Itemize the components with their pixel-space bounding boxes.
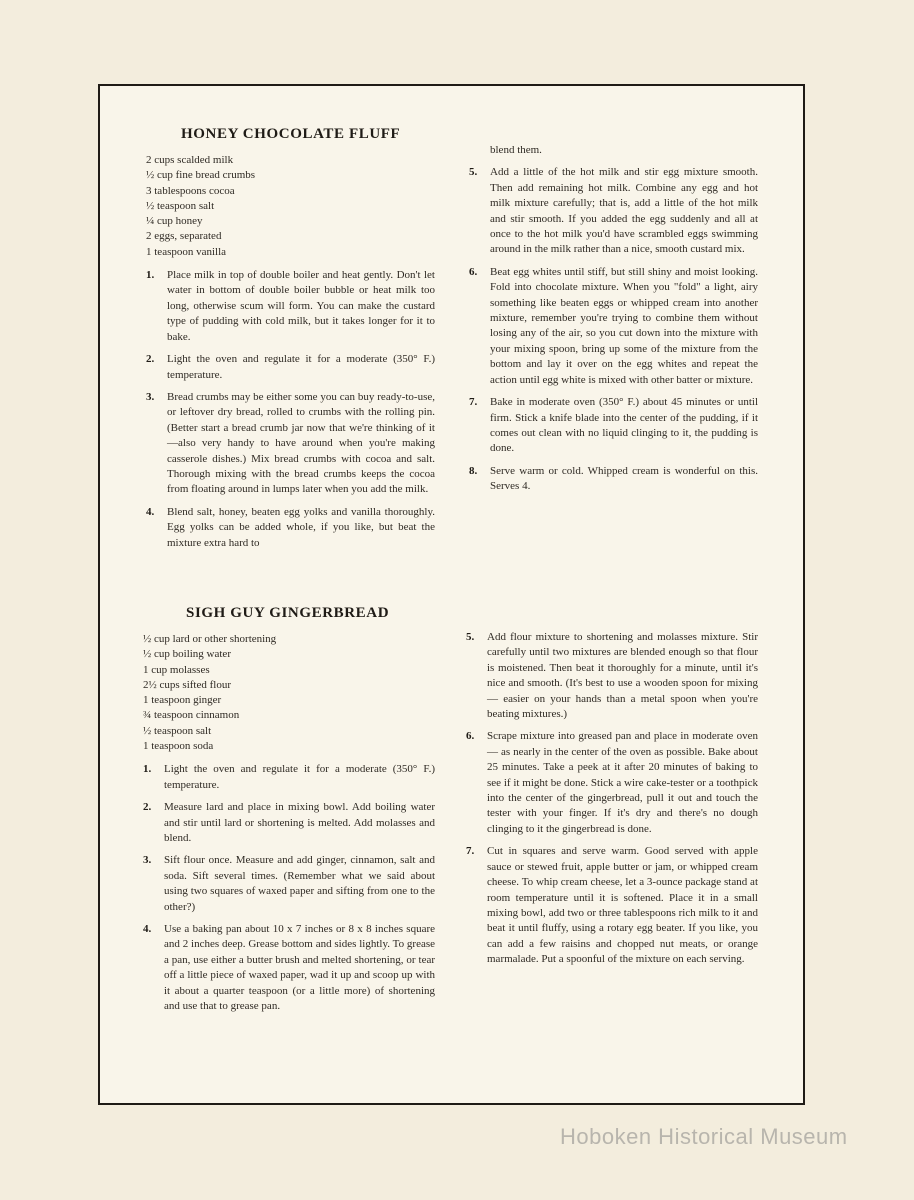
- step-text: Blend salt, honey, beaten egg yolks and vanilla thoroughly. Egg yolks can be added whole, if you like, but beat the mixture extra hard to: [167, 505, 435, 549]
- step-text: Sift flour once. Measure and add ginger, cinnamon, salt and soda. Sift several times. (Remember what we said about using two squares of waxed paper and sifting from one to the other?): [164, 854, 435, 913]
- step-text: Bread crumbs may be either some you can buy ready-to-use, or leftover dry bread, rolled to crumbs with the rolling pin. (Better start a bread crumb jar now that we're thinking of it—also very handy to have around when you're making casserole dishes.) Mix bread crumbs with cocoa and salt. Thorough mixing with the bread crumbs keeps the cocoa from floating around in lumps later when you add the milk.: [167, 390, 435, 496]
- ginger-right-column: [466, 630, 758, 975]
- fluff-left-column: [146, 126, 435, 558]
- step: [146, 352, 435, 383]
- fluff-right-column: [469, 143, 758, 502]
- step-text: Place milk in top of double boiler and heat gently. Don't let water in bottom of double boiler bubble or heat milk too long, otherwise scum will form. You can make the custard type of pudding with cold milk, but it takes longer for it to bake.: [167, 269, 435, 343]
- ingredient: 1 teaspoon vanilla: [146, 245, 227, 258]
- step-text: Add flour mixture to shortening and molasses mixture. Stir carefully until two mixtures are blended enough so that flour is moistened. Then beat it thoroughly for a minute, until it's nice and smooth. (It's best to use a wooden spoon for mixing — easier on your hands than a metal spoon when you're beating mixtures.): [487, 631, 758, 721]
- step-text: Measure lard and place in mixing bowl. Add boiling water and stir until lard or shortening is melted. Add molasses and blend.: [164, 801, 435, 844]
- fluff-steps-left: [146, 268, 435, 551]
- step-text: Cut in squares and serve warm. Good served with apple sauce or stewed fruit, apple butter or jam, or whipped cream cheese. To whip cream cheese, let a 3-ounce package stand at room temperature until it is softened. Place it in a small mixing bowl, add two or three tablespoons rich milk to it and beat it until fluffy, using a rotary egg beater. If you like, you can add a few raisins and chopped nut meats, or orange marmalade. Put a spoonful of the mixture on each serving.: [487, 845, 758, 966]
- step: [146, 505, 435, 551]
- step-text: Use a baking pan about 10 x 7 inches or 8 x 8 inches square and 2 inches deep. Grease bottom and sides lightly. To grease a pan, use either a butter brush and melted shortening, or tear off a little piece of waxed paper, wad it up and scoop up with it about a quarter teaspoon (or a little more) of shortening and use that to grease pan.: [164, 923, 435, 1013]
- step-text: Beat egg whites until stiff, but still shiny and moist looking. Fold into chocolate mixture. When you "fold" a light, airy something like beaten eggs or whipped cream into another mixture, remember you're trying to combine them without losing any of the air, so you cut down into the mixture with your mixing spoon, bring up some of the mixture from the bottom and lay it over on the egg whites and repeat the action until egg white is mixed with other batter or mixture.: [490, 265, 758, 386]
- ingredient: ¾ teaspoon cinnamon: [143, 709, 240, 722]
- step-number: 7.: [469, 396, 478, 409]
- fluff-title: HONEY CHOCOLATE FLUFF: [181, 126, 401, 142]
- step-number: 2.: [146, 353, 155, 366]
- step: [143, 922, 435, 1014]
- step-number: 4.: [143, 923, 152, 936]
- step: [469, 464, 758, 495]
- step-number: 2.: [143, 801, 152, 814]
- step-number: 1.: [146, 269, 155, 282]
- fluff-continuation: blend them.: [490, 144, 542, 156]
- ginger-ingredients: [143, 632, 435, 754]
- ingredient: ½ cup boiling water: [143, 648, 231, 661]
- step-number: 1.: [143, 763, 152, 776]
- step-text: Add a little of the hot milk and stir egg mixture smooth. Then add remaining hot milk. Combine any egg and hot milk mixture carefully; that is, add a little of the hot milk and stir smooth. If you added the egg suddenly and all at once to the hot milk you'd have scrambled eggs swimming around in the milk rather than a nice, smooth custard mix.: [490, 166, 758, 256]
- step: [469, 265, 758, 388]
- ingredient: ½ cup fine bread crumbs: [146, 169, 256, 182]
- ingredient: 1 teaspoon soda: [143, 740, 214, 753]
- step: [469, 165, 758, 257]
- fluff-ingredients: [146, 153, 435, 260]
- step-text: Serve warm or cold. Whipped cream is wonderful on this. Serves 4.: [490, 464, 758, 493]
- step-number: 6.: [466, 730, 475, 743]
- step-text: Scrape mixture into greased pan and place in moderate oven — as nearly in the center of the oven as possible. Bake about 25 minutes. Take a peek at it after 20 minutes of baking to see if it might be done. Stick a wire cake-tester or a toothpick into the center of the gingerbread, pull it out and touch the tester with your finger. If it's dry and there's no dough clinging to it the gingerbread is done.: [487, 730, 758, 835]
- ginger-steps-left: [143, 762, 435, 1014]
- museum-watermark: Hoboken Historical Museum: [560, 1124, 848, 1149]
- step: [143, 762, 435, 793]
- step-text: Bake in moderate oven (350° F.) about 45 minutes or until firm. Stick a knife blade into the center of the pudding, if it comes out clean with no liquid clinging to it, the pudding is done.: [490, 396, 758, 455]
- step-number: 6.: [469, 265, 478, 278]
- step: [469, 395, 758, 457]
- ginger-title: SIGH GUY GINGERBREAD: [186, 605, 390, 621]
- ingredient: 1 cup molasses: [143, 663, 210, 676]
- step: [466, 630, 758, 722]
- ingredient: 2 cups scalded milk: [146, 154, 234, 166]
- step-number: 3.: [143, 854, 152, 867]
- step: [143, 853, 435, 915]
- ginger-left-column: [143, 605, 435, 1021]
- ingredient: 2½ cups sifted flour: [143, 678, 231, 691]
- ingredient: 3 tablespoons cocoa: [146, 184, 235, 197]
- ingredient: 2 eggs, separated: [146, 230, 222, 243]
- step-number: 5.: [466, 631, 475, 643]
- ingredient: ½ teaspoon salt: [143, 724, 212, 737]
- ingredient: ½ cup lard or other shortening: [143, 633, 277, 645]
- step-number: 7.: [466, 845, 475, 858]
- step: [143, 800, 435, 846]
- ingredient: 1 teaspoon ginger: [143, 694, 222, 707]
- step-text: Light the oven and regulate it for a moderate (350° F.) temperature.: [167, 353, 435, 381]
- step-number: 8.: [469, 464, 478, 477]
- step: [466, 729, 758, 837]
- ingredient: ¼ cup honey: [146, 215, 203, 228]
- step: [466, 844, 758, 967]
- step: [146, 390, 435, 498]
- step: [146, 268, 435, 345]
- step-number: 3.: [146, 390, 155, 403]
- step-text: Light the oven and regulate it for a moderate (350° F.) temperature.: [164, 763, 435, 791]
- step-number: 5.: [469, 166, 478, 179]
- ingredient: ½ teaspoon salt: [146, 199, 215, 212]
- step-number: 4.: [146, 505, 155, 518]
